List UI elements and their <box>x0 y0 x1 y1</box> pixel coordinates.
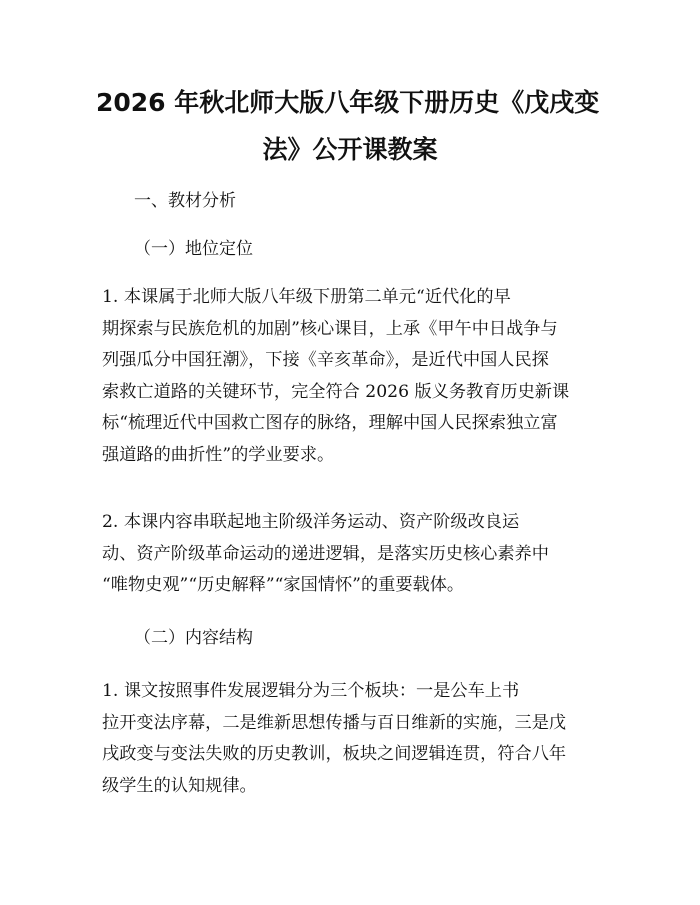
paragraph-line: 标“梳理近代中国救亡图存的脉络，理解中国人民探索独立富 <box>102 413 558 434</box>
paragraph-line: 级学生的认知规律。 <box>102 775 257 796</box>
paragraph-line: 列强瓜分中国狂潮》，下接《辛亥革命》，是近代中国人民探 <box>102 350 549 371</box>
paragraph-content-structure-1 <box>102 676 602 802</box>
paragraph-line: 1. 课文按照事件发展逻辑分为三个板块：一是公车上书 <box>102 681 520 701</box>
section-heading-textbook-analysis: 一、教材分析 <box>134 191 236 211</box>
subsection-heading-position: （一）地位定位 <box>134 239 253 259</box>
paragraph-position-2 <box>102 507 602 602</box>
subsection-heading-content-structure: （二）内容结构 <box>134 628 253 648</box>
paragraph-position-1 <box>102 282 602 472</box>
paragraph-line: 2. 本课内容串联起地主阶级洋务运动、资产阶级改良运 <box>102 512 520 532</box>
paragraph-line: 1. 本课属于北师大版八年级下册第二单元“近代化的早 <box>102 287 511 307</box>
document-title-line-2: 法》公开课教案 <box>262 135 438 164</box>
paragraph-line: 期探索与民族危机的加剧”核心课目，上承《甲午中日战争与 <box>102 318 558 339</box>
paragraph-line: 动、资产阶级革命运动的递进逻辑，是落实历史核心素养中 <box>102 543 549 564</box>
paragraph-line: 拉开变法序幕，二是维新思想传播与百日维新的实施，三是戊 <box>102 712 567 733</box>
paragraph-line: 戌政变与变法失败的历史教训，板块之间逻辑连贯，符合八年 <box>102 744 567 765</box>
paragraph-line: 强道路的曲折性”的学业要求。 <box>102 444 335 465</box>
document-title-line-1: 2026 年秋北师大版八年级下册历史《戊戌变 <box>96 88 600 117</box>
paragraph-line: 索救亡道路的关键环节，完全符合 2026 版义务教育历史新课 <box>102 381 570 402</box>
paragraph-line: “唯物史观”“历史解释”“家国情怀”的重要载体。 <box>102 575 465 596</box>
